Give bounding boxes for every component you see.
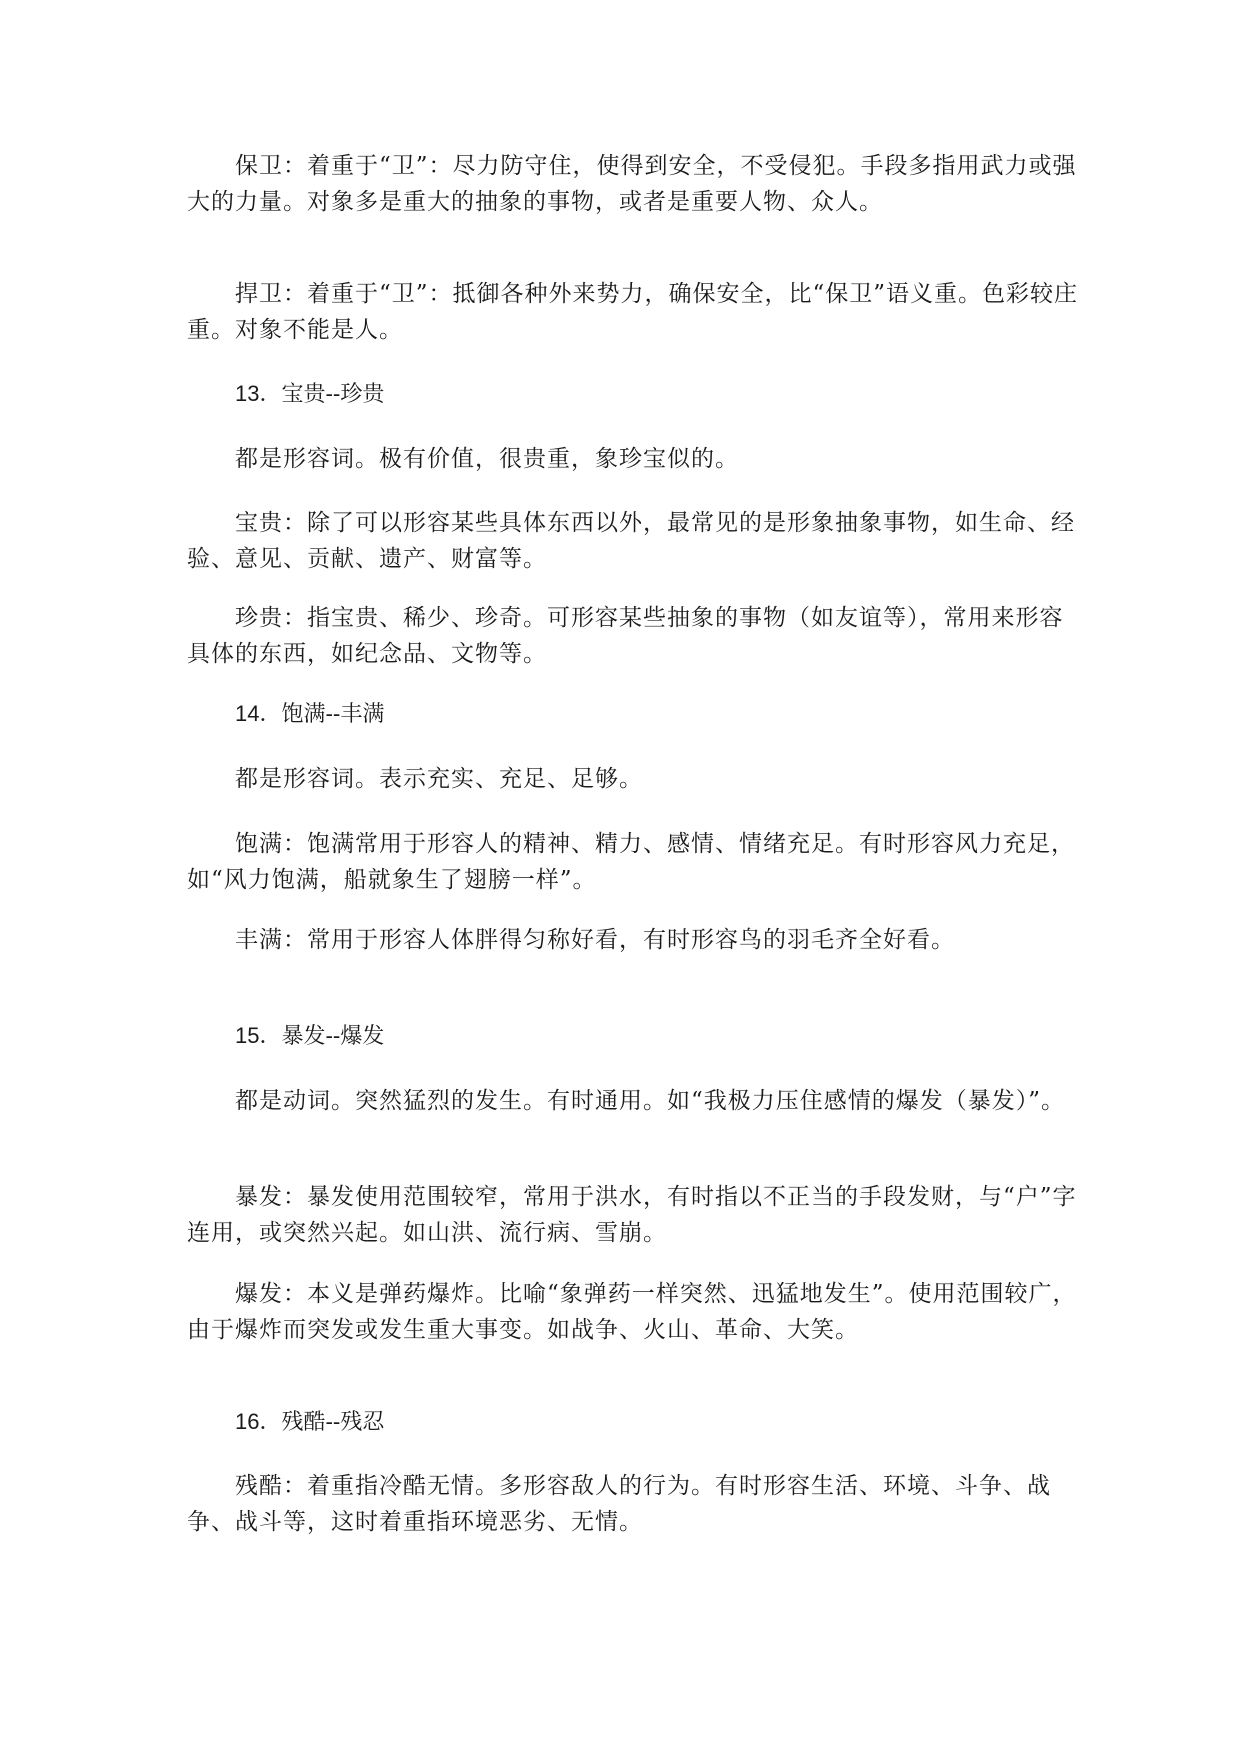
heading-number: 16．	[235, 1409, 282, 1434]
heading-text: 宝贵--珍贵	[281, 382, 385, 407]
paragraph-baogui: 宝贵：除了可以形容某些具体东西以外，最常见的是形象抽象事物，如生命、经验、意见、贡献、遗产、财富等。	[187, 510, 1075, 572]
heading-text: 残酷--残忍	[281, 1410, 385, 1435]
section-heading-13	[235, 376, 384, 413]
section-heading-14	[235, 696, 384, 733]
paragraph-cankyu: 残酷：着重指冷酷无情。多形容敌人的行为。有时形容生活、环境、斗争、战争、战斗等，这时着重指环境恶劣、无情。	[187, 1473, 1051, 1535]
paragraph-baowei: 保卫：着重于“卫”：尽力防守住，使得到安全，不受侵犯。手段多指用武力或强大的力量。对象多是重大的抽象的事物，或者是重要人物、众人。	[187, 153, 1077, 215]
paragraph-fengman: 丰满：常用于形容人体胖得匀称好看，有时形容鸟的羽毛齐全好看。	[235, 927, 955, 953]
paragraph-common-14: 都是形容词。表示充实、充足、足够。	[235, 766, 643, 792]
section-heading-16	[235, 1404, 384, 1441]
heading-text: 饱满--丰满	[281, 702, 385, 727]
heading-number: 14．	[235, 701, 282, 726]
paragraph-common-13: 都是形容词。极有价值，很贵重，象珍宝似的。	[235, 446, 739, 472]
heading-number: 13．	[235, 381, 282, 406]
paragraph-common-15: 都是动词。突然猛烈的发生。有时通用。如“我极力压住感情的爆发（暴发）”。	[235, 1088, 1066, 1114]
paragraph-hanwei: 捍卫：着重于“卫”：抵御各种外来势力，确保安全，比“保卫”语义重。色彩较庄重。对象不能是人。	[187, 281, 1079, 343]
paragraph-baofa-explode: 爆发：本义是弹药爆炸。比喻“象弹药一样突然、迅猛地发生”。使用范围较广，由于爆炸而突发或发生重大事变。如战争、火山、革命、大笑。	[187, 1281, 1077, 1343]
heading-text: 暴发--爆发	[281, 1024, 385, 1049]
heading-number: 15．	[235, 1023, 282, 1048]
section-heading-15	[235, 1018, 384, 1055]
paragraph-zhengui: 珍贵：指宝贵、稀少、珍奇。可形容某些抽象的事物（如友谊等），常用来形容具体的东西，如纪念品、文物等。	[187, 605, 1064, 667]
paragraph-baofa: 暴发：暴发使用范围较窄，常用于洪水，有时指以不正当的手段发财，与“户”字连用，或突然兴起。如山洪、流行病、雪崩。	[187, 1184, 1077, 1246]
paragraph-baoman: 饱满：饱满常用于形容人的精神、精力、感情、情绪充足。有时形容风力充足，如“风力饱满，船就象生了翅膀一样”。	[187, 831, 1075, 893]
